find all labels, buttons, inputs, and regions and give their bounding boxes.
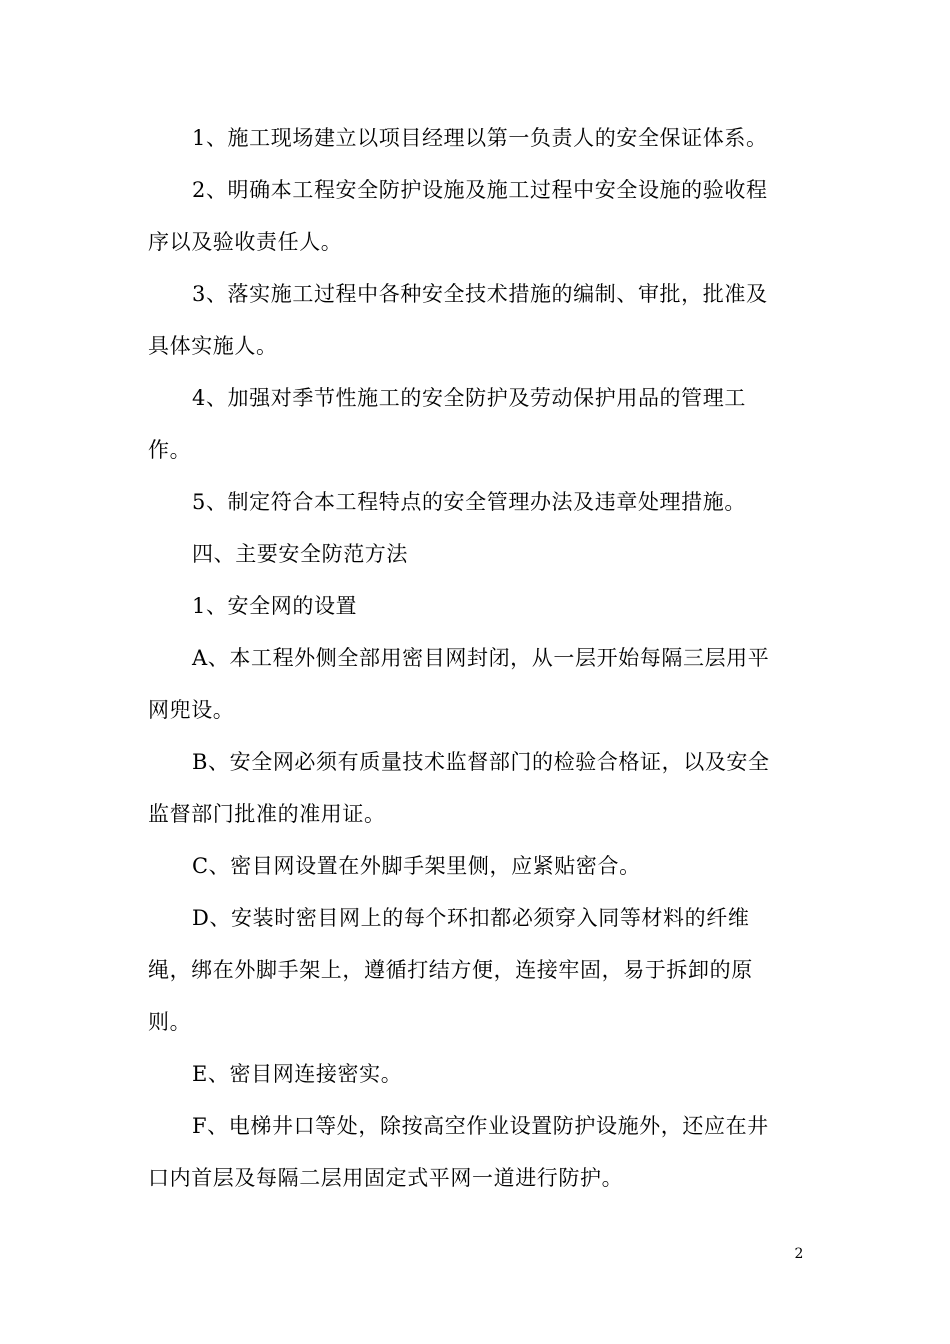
paragraph-line: D、安装时密目网上的每个环扣都必须穿入同等材料的纤维 (192, 906, 750, 930)
paragraph-line: 监督部门批准的准用证。 (148, 802, 386, 826)
paragraph-e (148, 1048, 796, 1100)
paragraph-5 (148, 476, 796, 528)
paragraph-line: B、安全网必须有质量技术监督部门的检验合格证，以及安全 (192, 750, 770, 774)
paragraph-line: 绳，绑在外脚手架上，遵循打结方便，连接牢固，易于拆卸的原 (148, 958, 753, 982)
paragraph-b (148, 736, 796, 840)
paragraph-4 (148, 372, 796, 476)
paragraph-line: E、密目网连接密实。 (192, 1062, 403, 1086)
paragraph-line: F、电梯井口等处，除按高空作业设置防护设施外，还应在井 (192, 1114, 769, 1138)
paragraph-line: 网兜设。 (148, 698, 235, 722)
paragraph-line: 1、施工现场建立以项目经理以第一负责人的安全保证体系。 (192, 126, 768, 150)
paragraph-c (148, 840, 796, 892)
subsection-heading (148, 580, 796, 632)
paragraph-line: 5、制定符合本工程特点的安全管理办法及违章处理措施。 (192, 490, 746, 514)
paragraph-line: A、本工程外侧全部用密目网封闭，从一层开始每隔三层用平 (192, 646, 770, 670)
page-number: 2 (794, 1246, 804, 1262)
paragraph-line: 口内首层及每隔二层用固定式平网一道进行防护。 (148, 1166, 624, 1190)
paragraph-a (148, 632, 796, 736)
paragraph-line: 4、加强对季节性施工的安全防护及劳动保护用品的管理工 (192, 386, 746, 410)
heading-line: 四、主要安全防范方法 (192, 542, 408, 566)
paragraph-line: 作。 (148, 438, 192, 462)
section-heading (148, 528, 796, 580)
document-body (148, 112, 796, 1204)
paragraph-f (148, 1100, 796, 1204)
paragraph-line: 则。 (148, 1010, 192, 1034)
paragraph-line: 3、落实施工过程中各种安全技术措施的编制、审批，批准及 (192, 282, 768, 306)
paragraph-1 (148, 112, 796, 164)
paragraph-line: 2、明确本工程安全防护设施及施工过程中安全设施的验收程 (192, 178, 768, 202)
heading-line: 1、安全网的设置 (192, 594, 358, 618)
paragraph-line: 序以及验收责任人。 (148, 230, 343, 254)
paragraph-line: 具体实施人。 (148, 334, 278, 358)
paragraph-3 (148, 268, 796, 372)
paragraph-2 (148, 164, 796, 268)
paragraph-d (148, 892, 796, 1048)
paragraph-line: C、密目网设置在外脚手架里侧，应紧贴密合。 (192, 854, 641, 878)
